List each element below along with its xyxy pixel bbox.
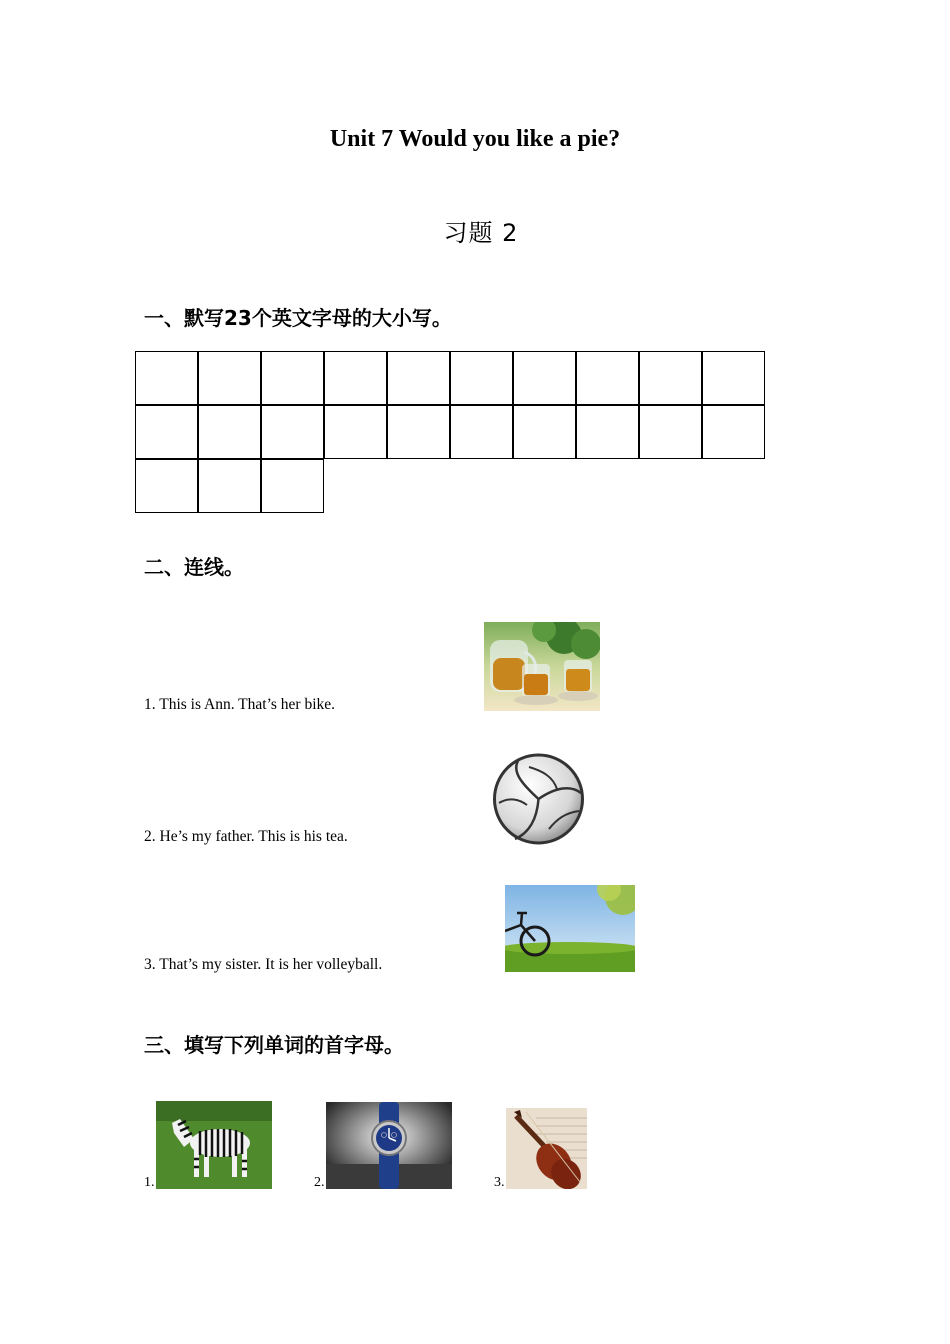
- grid-cell[interactable]: [324, 405, 387, 459]
- grid-cell[interactable]: [135, 405, 198, 459]
- grid-cell[interactable]: [261, 351, 324, 405]
- grid-cell[interactable]: [639, 405, 702, 459]
- grid-cell[interactable]: [576, 405, 639, 459]
- section-2-heading: 二、连线。: [144, 555, 244, 579]
- violin-image[interactable]: [506, 1108, 587, 1189]
- grid-cell[interactable]: [198, 351, 261, 405]
- grid-cell[interactable]: [450, 405, 513, 459]
- grid-cell[interactable]: [387, 405, 450, 459]
- page-title: Unit 7 Would you like a pie?: [329, 126, 621, 152]
- bike-image[interactable]: [505, 885, 635, 972]
- sentence-3: 3. That’s my sister. It is her volleyball.: [144, 956, 383, 973]
- tea-image[interactable]: [484, 622, 600, 711]
- volleyball-image[interactable]: [491, 753, 586, 845]
- grid-cell[interactable]: [702, 351, 765, 405]
- zebra-image[interactable]: [156, 1101, 272, 1189]
- grid-cell[interactable]: [450, 351, 513, 405]
- sentence-1: 1. This is Ann. That’s her bike.: [144, 696, 336, 713]
- grid-cell[interactable]: [576, 351, 639, 405]
- grid-cell[interactable]: [198, 405, 261, 459]
- sentence-2: 2. He’s my father. This is his tea.: [144, 828, 348, 845]
- grid-cell[interactable]: [135, 351, 198, 405]
- watch-image[interactable]: [326, 1102, 452, 1189]
- grid-cell[interactable]: [513, 405, 576, 459]
- grid-cell[interactable]: [702, 405, 765, 459]
- grid-cell[interactable]: [639, 351, 702, 405]
- section-1-heading: 一、默写23个英文字母的大小写。: [144, 306, 452, 330]
- grid-cell[interactable]: [513, 351, 576, 405]
- grid-cell[interactable]: [261, 405, 324, 459]
- section-3-heading: 三、填写下列单词的首字母。: [144, 1033, 404, 1057]
- exercise-subtitle: 习题 2: [443, 219, 519, 247]
- grid-cell[interactable]: [261, 459, 324, 513]
- grid-cell[interactable]: [387, 351, 450, 405]
- grid-cell[interactable]: [324, 351, 387, 405]
- item-number-3: 3.: [494, 1175, 505, 1190]
- grid-cell[interactable]: [135, 459, 198, 513]
- grid-cell[interactable]: [198, 459, 261, 513]
- item-number-1: 1.: [144, 1175, 155, 1190]
- item-number-2: 2.: [314, 1175, 325, 1190]
